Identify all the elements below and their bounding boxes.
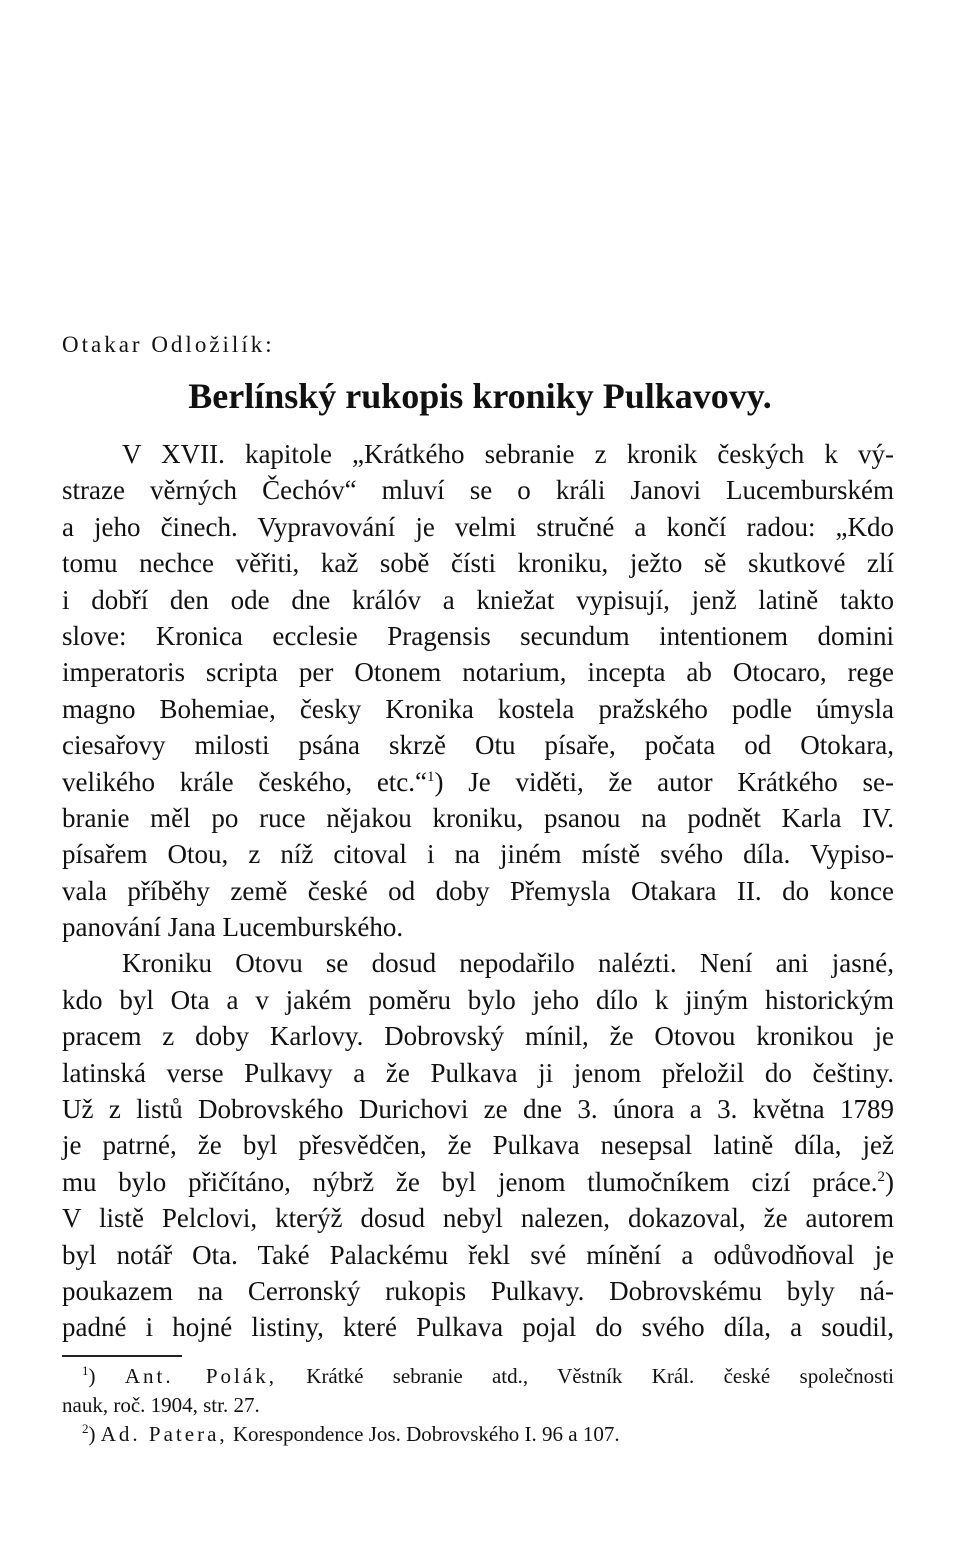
body-line: branie měl po ruce nějakou kroniku, psanou na podnět Karla IV. [62,802,894,833]
footnote-number: 1 [82,1363,89,1378]
body-line: Kroniku Otovu se dosud nepodařilo nalézti. Není ani jasné, [122,948,894,979]
body-line: panování Jana Lucemburského. [62,912,404,943]
footnote-author: Ant. Polák, [124,1364,277,1388]
body-line: pracem z doby Karlovy. Dobrovský mínil, že Otovou kronikou je [62,1021,894,1052]
body-line: padné i hojné listiny, které Pulkava pojal do svého díla, a soudil, [62,1312,894,1343]
body-line: a jeho činech. Vypravování je velmi stručné a končí radou: „Kdo [62,511,894,542]
body-line: poukazem na Cerronský rukopis Pulkavy. Dobrovskému byly ná- [62,1275,894,1306]
footnote-ref-paren: ) [434,766,444,797]
body-line: písařem Otou, z níž citoval i na jiném místě svého díla. Vypiso- [62,839,894,870]
body-line: je patrné, že byl přesvědčen, že Pulkava nesepsal latině díla, jež [62,1130,894,1161]
footnote-text: Korespondence Jos. Dobrovského I. 96 a 107. [227,1422,620,1446]
footnote-2 [62,1420,894,1449]
body-line: V listě Pelclovi, kterýž dosud nebyl nalezen, dokazoval, že autorem [62,1203,894,1234]
body-line: imperatoris scripta per Otonem notarium, incepta ab Otocaro, rege [62,657,894,688]
body-line: ciesařovy milosti psána skrzě Otu písaře, počata od Otokara, [62,730,894,761]
footnote-number: 2 [82,1421,89,1436]
body-line: tomu nechce věřiti, kaž sobě čísti kroniku, ježto sě skutkové zlí [62,548,894,579]
footnote-ref-1: 1 [427,768,435,785]
article-body [62,436,894,1346]
footnote-paren: ) [88,1422,96,1446]
body-line: byl notář Ota. Také Palackému řekl své mínění a odůvodňoval je [62,1239,894,1270]
footnote-divider [62,1355,182,1357]
body-line: straze věrných Čechóv“ mluví se o králi Janovi Lucemburském [62,475,894,506]
body-line-tail: Je viděti, že autor Krátkého se- [443,766,895,797]
body-line: vala příběhy země české od doby Přemysla Otakara II. do konce [62,875,894,906]
body-line-text: velikého krále českého, etc.“ [62,766,428,797]
footnotes [62,1362,894,1449]
body-line-tail: ) [885,1166,894,1197]
body-line-with-footnote-ref [62,1164,894,1200]
body-line: i dobří den ode dne králóv a kniežat vypisují, jenž latině takto [62,584,894,615]
body-line: Už z listů Dobrovského Durichovi ze dne 3. února a 3. května 1789 [62,1094,894,1125]
body-line: V XVII. kapitole „Krátkého sebranie z kronik českých k vý- [122,439,894,469]
body-line-text: mu bylo přičítáno, nýbrž že byl jenom tlumočníkem cizí práce. [62,1166,878,1197]
body-line: kdo byl Ota a v jakém poměru bylo jeho dílo k jiným historickým [62,984,894,1015]
body-line-with-footnote-ref [62,764,894,800]
body-line: magno Bohemiae, česky Kronika kostela pražského podle úmysla [62,693,894,724]
footnote-ref-2: 2 [877,1168,885,1185]
author-name: Otakar Odložilík: [62,332,275,357]
body-line: latinská verse Pulkavy a že Pulkava ji jenom přeložil do češtiny. [62,1057,894,1088]
footnote-paren: ) [88,1364,96,1388]
article-title: Berlínský rukopis kroniky Pulkavovy. [188,376,772,416]
footnote-1-continuation: nauk, roč. 1904, str. 27. [62,1393,260,1417]
footnote-author: Ad. Patera, [100,1422,228,1446]
body-line: slove: Kronica ecclesie Pragensis secundum intentionem domini [62,620,894,651]
footnote-1 [62,1362,894,1391]
footnote-text: Krátké sebranie atd., Věstník Král. české společnosti [276,1364,895,1388]
